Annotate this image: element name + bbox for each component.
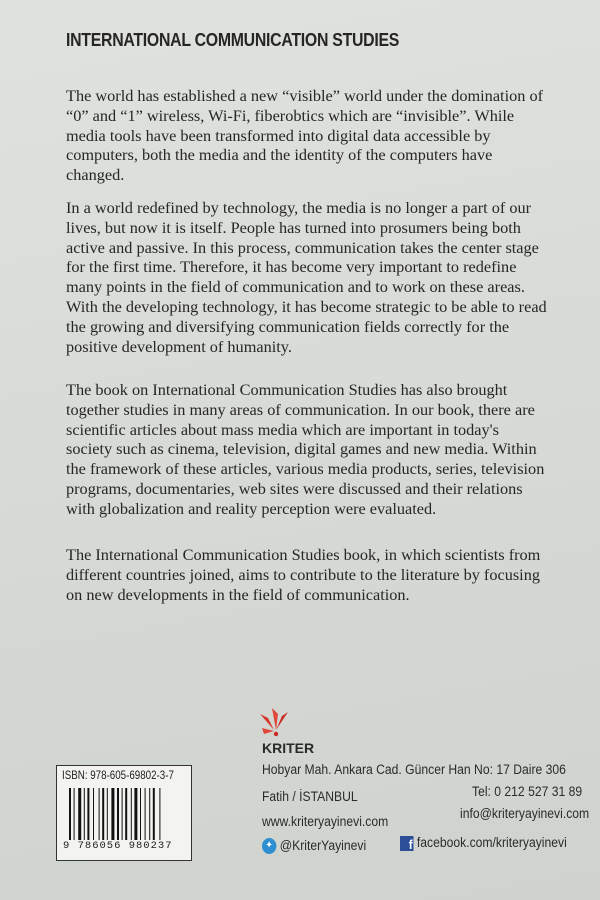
text-line: together studies in many areas of communication. In our book, there are <box>66 399 535 419</box>
paragraph-3 <box>66 380 586 519</box>
barcode-bar <box>131 788 132 840</box>
text-line: different countries joined, aims to contribute to the literature by focusing <box>66 564 540 584</box>
text-line: on new developments in the field of communication. <box>66 584 410 604</box>
text-line: The book on International Communication Studies has also brought <box>66 380 508 399</box>
publisher-email: info@kriteryayinevi.com <box>460 806 590 821</box>
paragraph-2 <box>66 198 586 356</box>
barcode-bar <box>87 788 89 840</box>
twitter-handle: @KriterYayinevi <box>279 838 367 853</box>
publisher-website: www.kriteryayinevi.com <box>262 814 389 829</box>
facebook-icon: f <box>400 836 414 851</box>
isbn-barcode-box <box>56 765 192 861</box>
paragraph-1 <box>66 86 586 185</box>
text-line: “0” and “1” wireless, Wi-Fi, fiberobtics which are “invisible”. While <box>66 105 515 125</box>
text-line: With the developing technology, it has become strategic to be able to read <box>66 296 547 316</box>
facebook-row <box>400 835 567 851</box>
barcode-bar <box>153 788 155 840</box>
barcode-bar <box>102 788 104 840</box>
barcode-bar <box>93 788 94 840</box>
publisher-phone: Tel: 0 212 527 31 89 <box>472 784 583 799</box>
publisher-address: Hobyar Mah. Ankara Cad. Güncer Han No: 17 Daire 306 <box>262 762 566 777</box>
barcode-bar <box>111 788 114 840</box>
barcode-bar <box>140 788 141 840</box>
barcode-bar <box>99 788 100 840</box>
twitter-icon: ✦ <box>262 838 276 854</box>
text-line: In a world redefined by technology, the media is no longer a part of our <box>66 198 532 217</box>
barcode-bar <box>159 788 160 840</box>
publisher-name: KRITER <box>262 740 315 756</box>
paragraph-4 <box>66 545 586 604</box>
publisher-city: Fatih / İSTANBUL <box>262 789 358 804</box>
text-line: many points in the field of communication and to work on these areas. <box>66 277 525 297</box>
barcode-bar <box>134 788 137 840</box>
barcode-bar <box>149 788 150 840</box>
barcode-bar <box>145 788 146 840</box>
text-line: lives, but now it is itself. People has turned into prosumers being both <box>66 217 521 237</box>
book-title: INTERNATIONAL COMMUNICATION STUDIES <box>66 30 400 50</box>
text-line: society such as cinema, television, digital games and new media. Within <box>66 439 537 459</box>
kriter-logo-icon <box>258 708 290 740</box>
barcode-bar <box>117 788 119 840</box>
text-line: active and passive. In this process, communication takes the center stage <box>66 237 539 257</box>
barcode-bar <box>122 788 123 840</box>
text-line: with globalization and reality perception were evaluated. <box>66 498 437 518</box>
text-line: scientific articles about mass media which are important in today's <box>66 419 499 439</box>
barcode-bar <box>78 788 81 840</box>
text-line: The world has established a new “visible” world under the domination of <box>66 86 544 105</box>
barcode-bar <box>125 788 127 840</box>
barcode-digits: 9 786056 980237 <box>63 840 173 852</box>
text-line: programs, documentaries, web sites were discussed and their relations <box>66 478 523 498</box>
text-line: the framework of these articles, various media products, series, television <box>66 459 545 479</box>
text-line: computers, both the media and the identity of the computers have <box>66 145 493 165</box>
barcode-bar <box>69 788 71 840</box>
text-line: for the first time. Therefore, it has become very important to redefine <box>66 257 517 277</box>
barcode-bar <box>107 788 108 840</box>
isbn-label: ISBN: 978-605-69802-3-7 <box>62 770 174 782</box>
text-line: changed. <box>66 165 125 185</box>
facebook-url: facebook.com/kriteryayinevi <box>416 835 567 850</box>
barcode-bar <box>74 788 75 840</box>
text-line: the growing and diversifying communication fields correctly for the <box>66 316 510 336</box>
barcode-bar <box>84 788 85 840</box>
twitter-handle-row <box>262 838 366 854</box>
text-line: media tools have been transformed into digital data accessible by <box>66 125 491 145</box>
text-line: The International Communication Studies book, in which scientists from <box>66 545 541 564</box>
text-line: positive development of humanity. <box>66 336 292 356</box>
barcode-icon <box>69 788 181 840</box>
